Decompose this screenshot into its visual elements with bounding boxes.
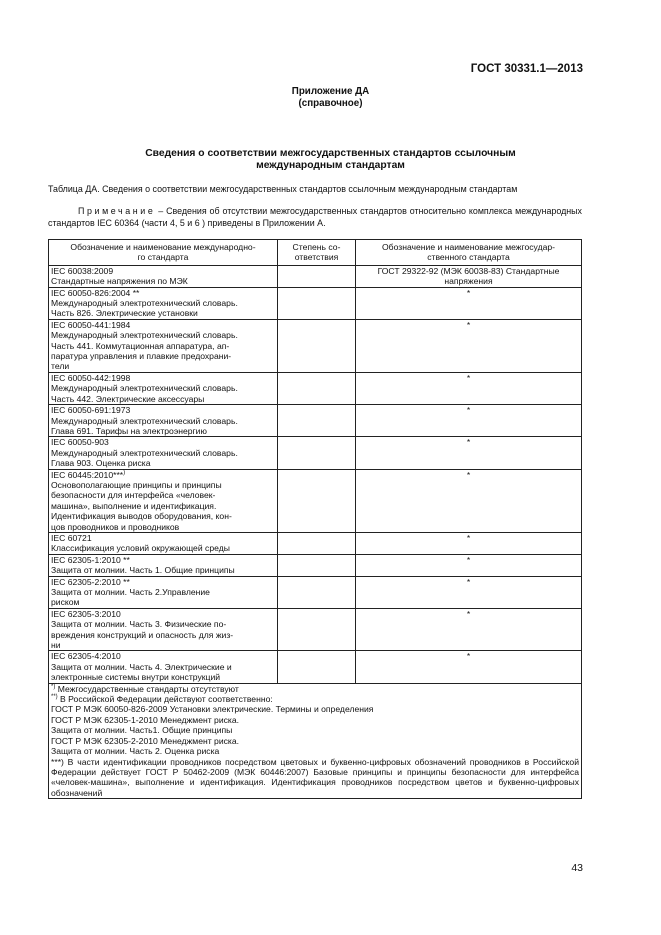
note-label: Примечание bbox=[78, 206, 156, 216]
cell-text: IEC 62305-4:2010 bbox=[51, 651, 121, 662]
footnote-superscript: ) bbox=[123, 469, 126, 476]
cell-text: Защита от молнии. Часть 2.Управление bbox=[51, 587, 210, 597]
table-row bbox=[49, 651, 582, 683]
standard-title-line bbox=[51, 511, 275, 521]
interstate-standard-cell bbox=[356, 372, 582, 404]
footnote-2-mark: **) bbox=[51, 694, 58, 701]
absent-standard-mark: * bbox=[466, 469, 471, 480]
standard-title-line bbox=[51, 501, 275, 511]
cell-text: Защита от молнии. Часть 3. Физические по- bbox=[51, 619, 227, 630]
annex-heading bbox=[0, 148, 661, 172]
standard-code bbox=[51, 577, 275, 587]
international-standard-cell bbox=[49, 265, 278, 287]
table-row bbox=[49, 265, 582, 287]
cell-text: Международный электротехнический словарь. bbox=[51, 447, 238, 458]
cell-text: Глава 903. Оценка риска bbox=[51, 458, 151, 469]
table-row bbox=[49, 469, 582, 532]
cell-text: цов проводников и проводников bbox=[51, 521, 180, 532]
cell-text: IEC 60050-826:2004 ** bbox=[51, 287, 140, 298]
table-row bbox=[49, 576, 582, 608]
international-standard-cell bbox=[49, 405, 278, 437]
table-row bbox=[49, 319, 582, 372]
standard-code bbox=[51, 437, 275, 447]
degree-cell bbox=[278, 554, 356, 576]
annex-title-line1: Приложение ДА bbox=[291, 86, 370, 97]
header-col3-line2: ственного стандарта bbox=[427, 252, 510, 263]
degree-cell bbox=[278, 608, 356, 651]
note-text: – Сведения об отсутствии межгосударственных стандартов относительно комплекса международных стандартов IEC 60364 (части 4, 5 и 6 ) приведены в Приложении А. bbox=[48, 206, 582, 228]
interstate-standard-cell bbox=[356, 651, 582, 683]
interstate-standard-line: ГОСТ 29322-92 (МЭК 60038-83) Стандартные bbox=[377, 265, 560, 276]
footnotes-row bbox=[49, 683, 582, 798]
degree-cell bbox=[278, 405, 356, 437]
cell-text: IEC 60050-903 bbox=[51, 437, 109, 448]
footnote-1-mark: *) bbox=[51, 683, 56, 690]
footnote-2-line: ГОСТ Р МЭК 60050-826-2009 Установки электрические. Термины и определения bbox=[51, 704, 374, 715]
header-degree bbox=[278, 240, 356, 266]
standard-title-line bbox=[51, 383, 275, 393]
international-standard-cell bbox=[49, 532, 278, 554]
footnote-2-line: ГОСТ Р МЭК 62305-2-2010 Менеджмент риска. bbox=[51, 735, 240, 746]
standard-code bbox=[51, 555, 275, 565]
footnote-1-text: Межгосударственные стандарты отсутствуют bbox=[55, 683, 239, 694]
degree-cell bbox=[278, 265, 356, 287]
standard-code bbox=[51, 470, 275, 480]
table-row bbox=[49, 372, 582, 404]
standard-title-line bbox=[51, 640, 275, 650]
standard-title-line bbox=[51, 587, 275, 597]
standard-title-line bbox=[51, 458, 275, 468]
cell-text: машина», выполнение и идентификация. bbox=[51, 500, 217, 511]
table-caption: Таблица ДА. Сведения о соответствии межгосударственных стандартов ссылочным международным стандартам bbox=[48, 184, 518, 194]
correspondence-table bbox=[48, 239, 582, 799]
header-interstate-standard bbox=[356, 240, 582, 266]
interstate-standard-cell bbox=[356, 469, 582, 532]
table-row bbox=[49, 532, 582, 554]
international-standard-cell bbox=[49, 319, 278, 372]
standard-title-line bbox=[51, 394, 275, 404]
cell-text: IEC 60445:2010*** bbox=[51, 469, 124, 480]
cell-text: IEC 62305-2:2010 ** bbox=[51, 576, 130, 587]
header-col3-line1: Обозначение и наименование межгосудар- bbox=[381, 242, 556, 252]
cell-text: Международный электротехнический словарь. bbox=[51, 415, 238, 426]
cell-text: IEC 60038:2009 bbox=[51, 265, 114, 276]
cell-text: Часть 441. Коммутационная аппаратура, ап- bbox=[51, 340, 230, 351]
cell-text: IEC 60050-691:1973 bbox=[51, 405, 131, 416]
standard-code bbox=[51, 320, 275, 330]
standard-code bbox=[51, 651, 275, 661]
standard-title-line bbox=[51, 480, 275, 490]
table-note bbox=[48, 206, 582, 229]
footnote-2-line: Защита от молнии. Часть 2. Оценка риска bbox=[51, 746, 220, 757]
standard-title-line bbox=[51, 630, 275, 640]
international-standard-cell bbox=[49, 554, 278, 576]
footnote-1 bbox=[51, 684, 579, 694]
standard-title-line bbox=[51, 416, 275, 426]
standard-title-line bbox=[51, 298, 275, 308]
international-standard-cell bbox=[49, 469, 278, 532]
cell-text: паратура управления и плавкие предохрани- bbox=[51, 351, 232, 362]
annex-title bbox=[0, 86, 661, 110]
footnote-2 bbox=[51, 694, 579, 704]
international-standard-cell bbox=[49, 287, 278, 319]
header-col2-line1: Степень со- bbox=[292, 242, 341, 252]
standard-title-line bbox=[51, 597, 275, 607]
standard-title-line bbox=[51, 351, 275, 361]
standard-title-line bbox=[51, 565, 275, 575]
degree-cell bbox=[278, 469, 356, 532]
interstate-standard-line: напряжения bbox=[444, 276, 493, 287]
standard-code bbox=[51, 288, 275, 298]
table-row bbox=[49, 608, 582, 651]
degree-cell bbox=[278, 372, 356, 404]
cell-text: Международный электротехнический словарь. bbox=[51, 330, 238, 341]
cell-text: электронные системы внутри конструкций bbox=[51, 672, 221, 683]
interstate-standard-cell bbox=[356, 405, 582, 437]
header-col1-line2: го стандарта bbox=[137, 252, 189, 263]
standard-code bbox=[51, 266, 275, 276]
absent-standard-mark: * bbox=[466, 554, 471, 565]
annex-title-line2: (справочное) bbox=[298, 98, 363, 109]
standard-title-line bbox=[51, 361, 275, 371]
standard-code bbox=[51, 533, 275, 543]
international-standard-cell bbox=[49, 651, 278, 683]
interstate-standard-cell bbox=[356, 532, 582, 554]
annex-heading-line1: Сведения о соответствии межгосударственных стандартов ссылочным bbox=[145, 148, 516, 159]
footnotes-cell bbox=[49, 683, 582, 798]
cell-text: IEC 60721 bbox=[51, 532, 92, 543]
cell-text: Международный электротехнический словарь. bbox=[51, 298, 238, 309]
international-standard-cell bbox=[49, 437, 278, 469]
absent-standard-mark: * bbox=[466, 651, 471, 662]
cell-text: Часть 442. Электрические аксессуары bbox=[51, 393, 205, 404]
cell-text: Классификация условий окружающей среды bbox=[51, 543, 230, 554]
standard-title-line bbox=[51, 619, 275, 629]
standard-title-line bbox=[51, 330, 275, 340]
absent-standard-mark: * bbox=[466, 608, 471, 619]
document-code: ГОСТ 30331.1—2013 bbox=[470, 63, 583, 75]
cell-text: Часть 826. Электрические установки bbox=[51, 308, 198, 319]
standard-code bbox=[51, 373, 275, 383]
footnote-2-line: Защита от молнии. Часть1. Общие принципы bbox=[51, 725, 233, 736]
interstate-standard-cell bbox=[356, 437, 582, 469]
table-row bbox=[49, 405, 582, 437]
cell-text: ни bbox=[51, 640, 61, 651]
interstate-standard-cell bbox=[356, 265, 582, 287]
degree-cell bbox=[278, 287, 356, 319]
header-col2-line2: ответствия bbox=[294, 252, 339, 263]
absent-standard-mark: * bbox=[466, 437, 471, 448]
cell-text: Идентификация выводов оборудования, кон- bbox=[51, 511, 232, 522]
degree-cell bbox=[278, 319, 356, 372]
standard-title-line bbox=[51, 341, 275, 351]
cell-text: риском bbox=[51, 597, 80, 608]
absent-standard-mark: * bbox=[466, 319, 471, 330]
cell-text: IEC 60050-442:1998 bbox=[51, 372, 131, 383]
cell-text: Основополагающие принципы и принципы bbox=[51, 479, 222, 490]
international-standard-cell bbox=[49, 372, 278, 404]
degree-cell bbox=[278, 576, 356, 608]
standard-title-line bbox=[51, 276, 275, 286]
absent-standard-mark: * bbox=[466, 532, 471, 543]
header-international-standard bbox=[49, 240, 278, 266]
degree-cell bbox=[278, 651, 356, 683]
footnote-2-line: ГОСТ Р МЭК 62305-1-2010 Менеджмент риска. bbox=[51, 714, 240, 725]
cell-text: IEC 62305-3:2010 bbox=[51, 608, 121, 619]
table-header-row bbox=[49, 240, 582, 266]
header-col1-line1: Обозначение и наименование международно- bbox=[70, 242, 256, 252]
cell-text: IEC 60050-441:1984 bbox=[51, 319, 131, 330]
cell-text: безопасности для интерфейса «человек- bbox=[51, 490, 216, 501]
international-standard-cell bbox=[49, 608, 278, 651]
international-standard-cell bbox=[49, 576, 278, 608]
degree-cell bbox=[278, 532, 356, 554]
cell-text: IEC 62305-1:2010 ** bbox=[51, 554, 130, 565]
standard-code bbox=[51, 405, 275, 415]
annex-heading-line2: международным стандартам bbox=[256, 160, 405, 171]
standard-title-line bbox=[51, 426, 275, 436]
cell-text: вреждения конструкций и опасность для жиз- bbox=[51, 629, 234, 640]
absent-standard-mark: * bbox=[466, 576, 471, 587]
interstate-standard-cell bbox=[356, 576, 582, 608]
absent-standard-mark: * bbox=[466, 372, 471, 383]
standard-title-line bbox=[51, 308, 275, 318]
standard-code bbox=[51, 609, 275, 619]
cell-text: тели bbox=[51, 361, 70, 372]
table-row bbox=[49, 287, 582, 319]
table-row bbox=[49, 437, 582, 469]
cell-text: Защита от молнии. Часть 1. Общие принципы bbox=[51, 565, 235, 576]
standard-title-line bbox=[51, 543, 275, 553]
degree-cell bbox=[278, 437, 356, 469]
footnote-2-text: В Российской Федерации действуют соответственно: bbox=[57, 694, 273, 705]
cell-text: Защита от молнии. Часть 4. Электрические и bbox=[51, 661, 232, 672]
interstate-standard-cell bbox=[356, 608, 582, 651]
cell-text: Стандартные напряжения по МЭК bbox=[51, 276, 188, 287]
standard-title-line bbox=[51, 448, 275, 458]
page-number: 43 bbox=[571, 862, 583, 874]
interstate-standard-cell bbox=[356, 319, 582, 372]
standard-title-line bbox=[51, 522, 275, 532]
standard-title-line bbox=[51, 662, 275, 672]
absent-standard-mark: * bbox=[466, 405, 471, 416]
standard-title-line bbox=[51, 490, 275, 500]
absent-standard-mark: * bbox=[466, 287, 471, 298]
cell-text: Глава 691. Тарифы на электроэнергию bbox=[51, 425, 207, 436]
footnote-3: ***) В части идентификации проводников посредством цветовых и буквенно-цифровых обозначений проводников в Российской Федерации действует ГОСТ Р 50462-2009 (МЭК 60446:2007) Базовые принципы и принципы безопасности для интерфейса «человек-машина», выполнение и идентификация. Идентификация проводников посредством цветов и буквенно-цифровых обозначений bbox=[51, 756, 579, 798]
interstate-standard-cell bbox=[356, 287, 582, 319]
standard-title-line bbox=[51, 672, 275, 682]
cell-text: Международный электротехнический словарь. bbox=[51, 383, 238, 394]
interstate-standard-cell bbox=[356, 554, 582, 576]
table-row bbox=[49, 554, 582, 576]
